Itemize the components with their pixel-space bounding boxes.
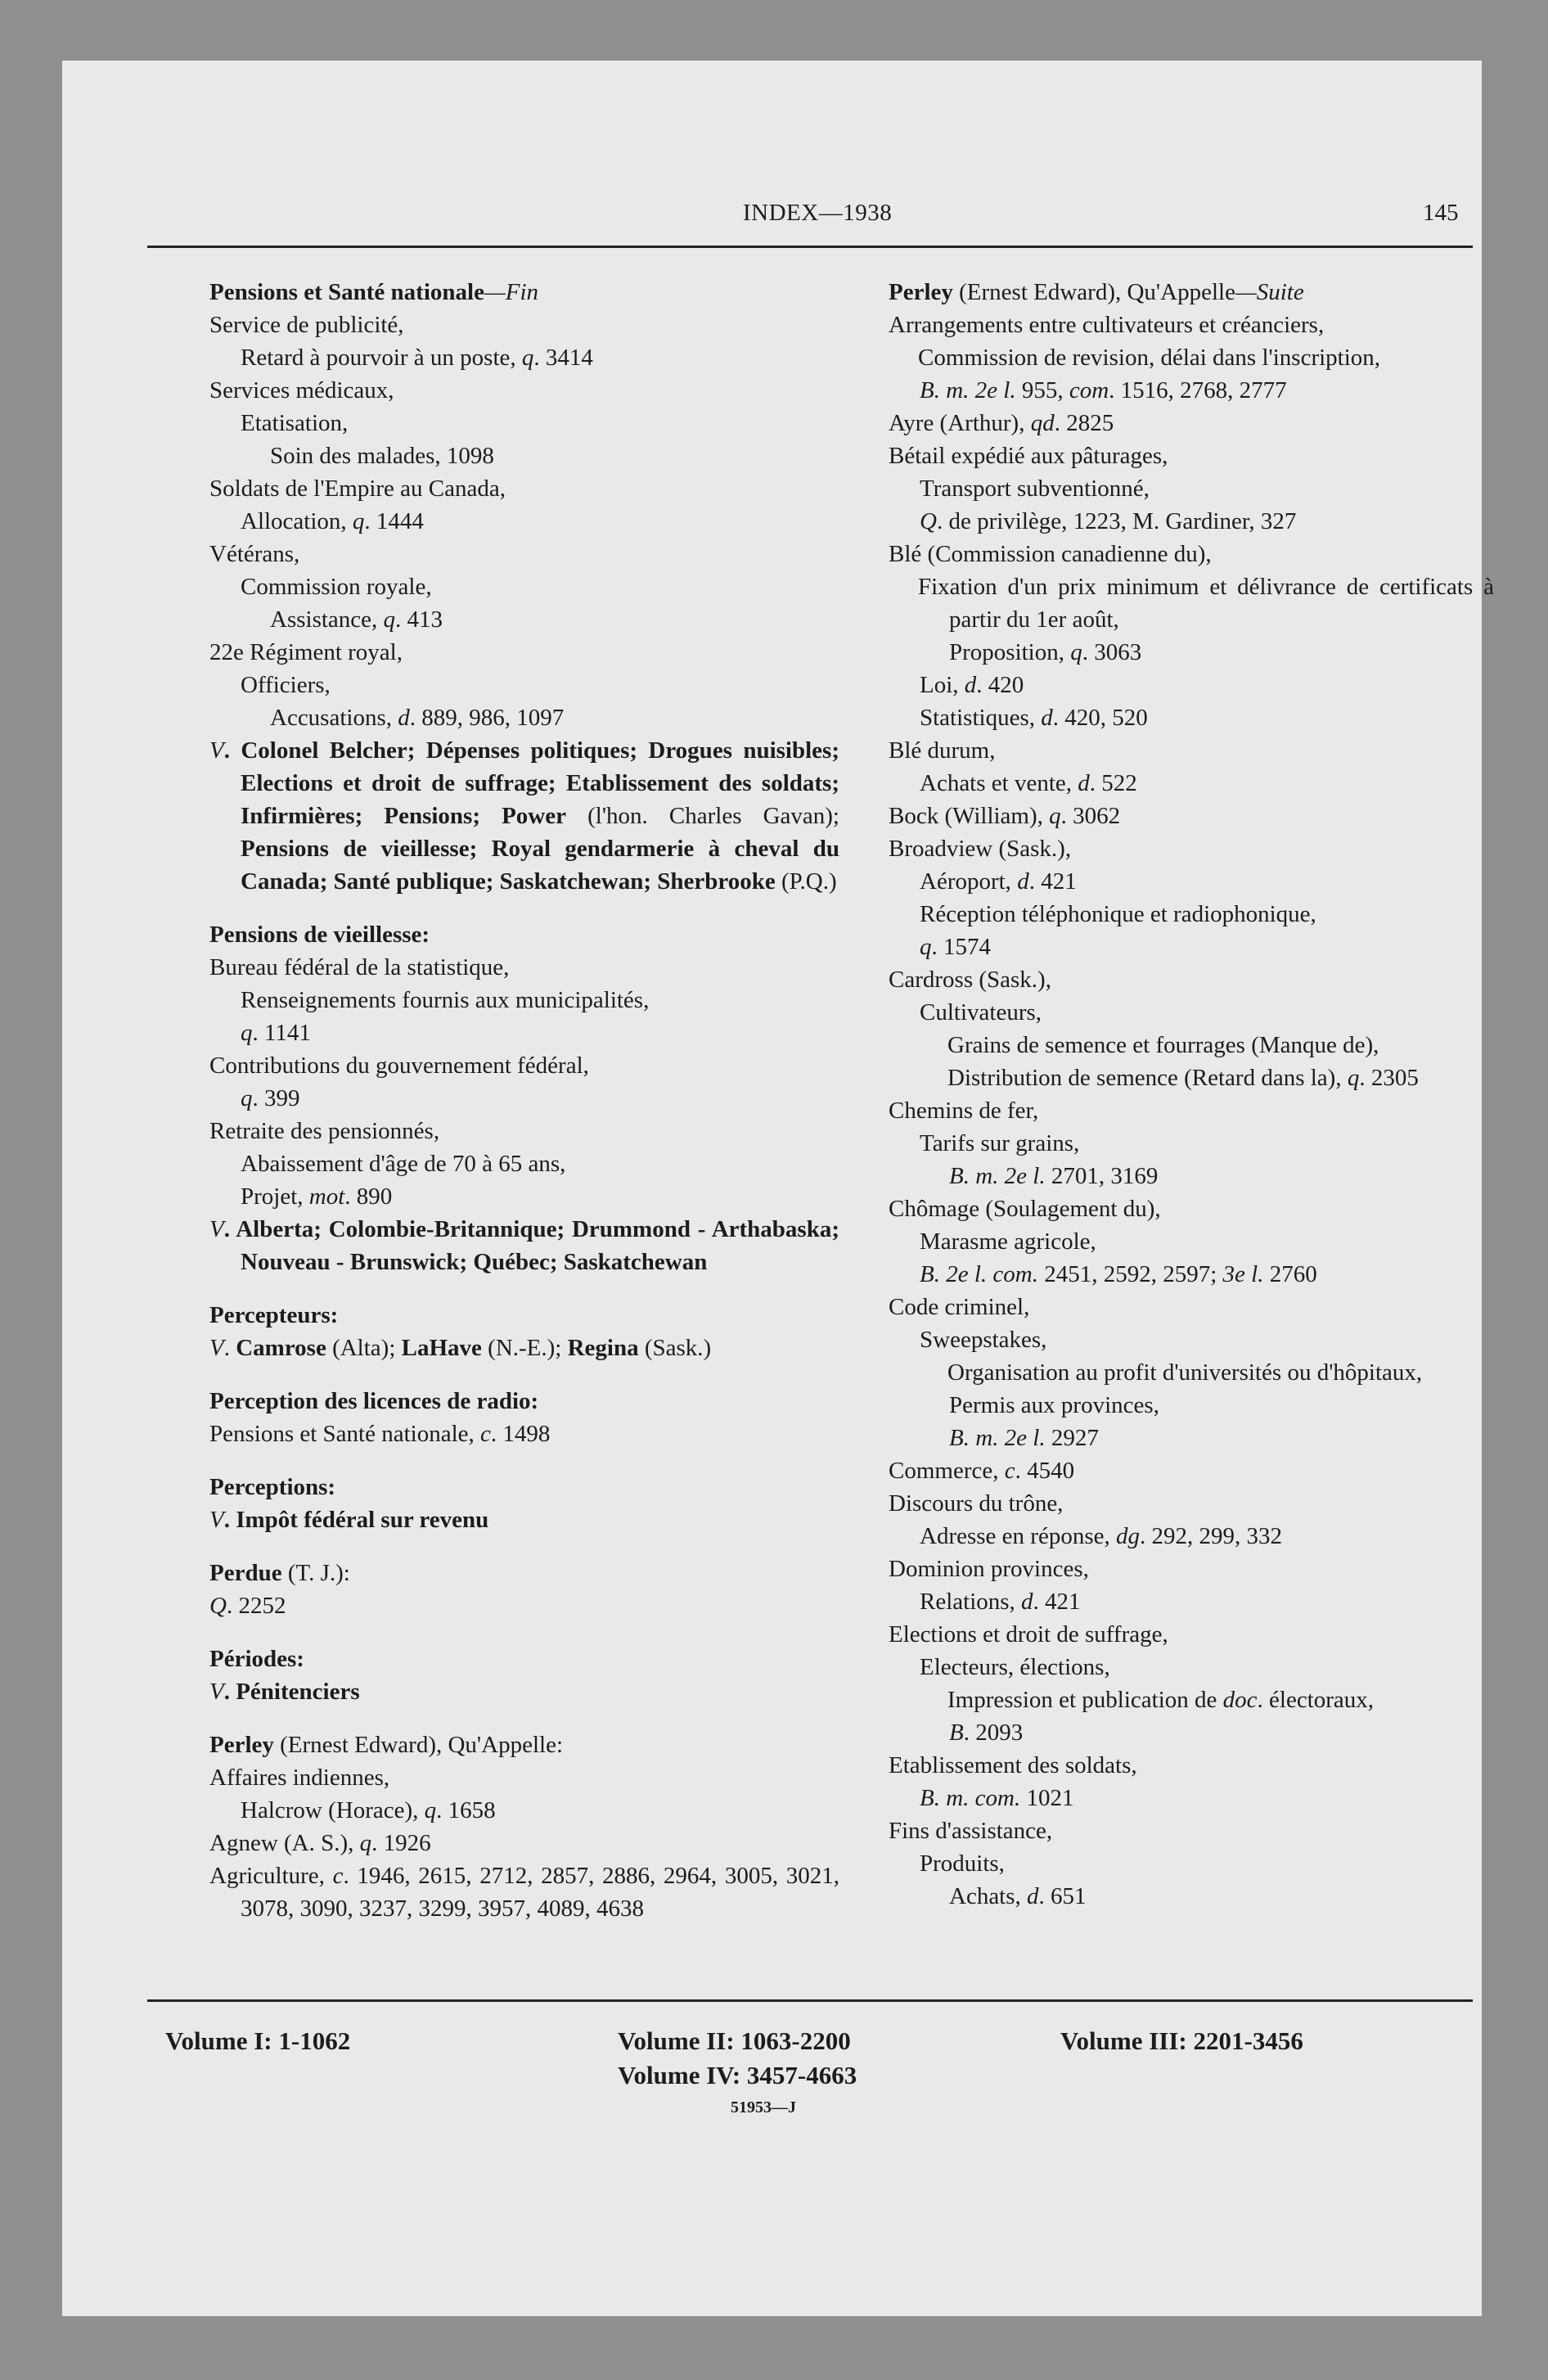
index-subentry: Loi, d. 420 <box>920 672 1024 698</box>
index-entry: Fins d'assistance, <box>889 1818 1053 1844</box>
index-heading: Perdue (T. J.): <box>209 1560 350 1586</box>
index-subentry: Assistance, q. 413 <box>270 606 443 633</box>
running-header-title: INDEX—1938 <box>743 200 893 226</box>
index-entry: Bock (William), q. 3062 <box>889 803 1121 829</box>
index-entry: Elections et droit de suffrage, <box>889 1621 1168 1648</box>
index-subentry: Projet, mot. 890 <box>241 1183 393 1210</box>
index-heading: Perley (Ernest Edward), Qu'Appelle: <box>209 1732 564 1758</box>
index-entry: 22e Régiment royal, <box>209 639 403 665</box>
header-rule <box>147 246 1473 248</box>
index-subentry: B. m. 2e l. 2927 <box>949 1425 1099 1451</box>
index-entry: Vétérans, <box>209 541 300 567</box>
index-subentry: Aéroport, d. 421 <box>920 868 1077 895</box>
see-also-reference: V. Camrose (Alta); LaHave (N.-E.); Regina (Sask.) <box>209 1335 712 1361</box>
index-subentry: Commission royale, <box>241 574 432 600</box>
index-subentry: Accusations, d. 889, 986, 1097 <box>270 705 565 731</box>
index-entry: Soldats de l'Empire au Canada, <box>209 476 506 502</box>
index-entry: Code criminel, <box>889 1294 1030 1320</box>
index-entry: Pensions et Santé nationale, c. 1498 <box>209 1421 551 1447</box>
volume-range-2: Volume II: 1063-2200 <box>618 2026 851 2055</box>
index-subentry: Etatisation, <box>241 410 349 436</box>
index-entry: Ayre (Arthur), qd. 2825 <box>889 410 1114 436</box>
index-subentry: B. m. 2e l. 955, com. 1516, 2768, 2777 <box>920 377 1287 403</box>
index-entry: Dominion provinces, <box>889 1556 1089 1582</box>
index-subentry: q. 1141 <box>241 1020 311 1046</box>
index-entry: Affaires indiennes, <box>209 1765 390 1791</box>
see-also-reference: V. Colonel Belcher; Dépenses politiques; Drogues nuisibles; Elections et droit de suffrage; Etablissement des soldats; Infirmières; Pensions; Power (l'hon. Charles Gavan); Pensions de vieillesse; Royal gendarmerie à cheval du Canada; Santé publique; Saskatchewan; Sherbrooke (P.Q.) <box>209 737 839 895</box>
index-subentry: q. 1574 <box>920 934 991 960</box>
page-number: 145 <box>1423 200 1459 226</box>
index-entry: Discours du trône, <box>889 1490 1064 1517</box>
volume-range-3: Volume III: 2201-3456 <box>1060 2026 1303 2055</box>
index-subentry: Soin des malades, 1098 <box>270 443 494 469</box>
index-subentry: Tarifs sur grains, <box>920 1130 1080 1156</box>
index-heading: Perceptions: <box>209 1474 336 1500</box>
index-subentry: Marasme agricole, <box>920 1228 1096 1255</box>
index-subentry: Permis aux provinces, <box>949 1392 1159 1418</box>
left-column <box>209 276 839 1925</box>
index-entry: Chemins de fer, <box>889 1098 1039 1124</box>
see-also-reference: V. Impôt fédéral sur revenu <box>209 1507 489 1533</box>
index-heading: Perception des licences de radio: <box>209 1388 539 1414</box>
index-entry: Retraite des pensionnés, <box>209 1118 440 1144</box>
index-subentry: Adresse en réponse, dg. 292, 299, 332 <box>920 1523 1282 1549</box>
index-page <box>62 61 1494 2316</box>
index-entry: Cardross (Sask.), <box>889 967 1051 993</box>
index-subentry: Officiers, <box>241 672 331 698</box>
index-entry: Blé (Commission canadienne du), <box>889 541 1212 567</box>
index-entry: Etablissement des soldats, <box>889 1752 1137 1778</box>
index-entry: Blé durum, <box>889 737 996 764</box>
index-entry: Services médicaux, <box>209 377 394 403</box>
index-subentry: Retard à pourvoir à un poste, q. 3414 <box>241 345 593 371</box>
index-entry: Broadview (Sask.), <box>889 836 1072 862</box>
index-entry: Commerce, c. 4540 <box>889 1458 1075 1484</box>
index-entry: Arrangements entre cultivateurs et créanciers, <box>889 312 1325 338</box>
see-also-reference: V. Pénitenciers <box>209 1679 360 1705</box>
index-subentry: Organisation au profit d'universités ou d'hôpitaux, <box>947 1359 1423 1386</box>
index-subentry: Distribution de semence (Retard dans la), q. 2305 <box>947 1065 1419 1091</box>
index-entry: Q. 2252 <box>209 1593 286 1619</box>
index-heading: Périodes: <box>209 1646 304 1672</box>
index-subentry: Achats, d. 651 <box>949 1883 1087 1909</box>
index-subentry: Q. de privilège, 1223, M. Gardiner, 327 <box>920 508 1297 534</box>
index-heading: Percepteurs: <box>209 1302 339 1328</box>
index-subentry: q. 399 <box>241 1085 300 1111</box>
index-subentry: B. m. 2e l. 2701, 3169 <box>949 1163 1159 1189</box>
index-subentry: B. 2e l. com. 2451, 2592, 2597; 3e l. 2760 <box>920 1261 1317 1287</box>
index-subentry: Halcrow (Horace), q. 1658 <box>241 1797 496 1823</box>
index-entry: Bureau fédéral de la statistique, <box>209 954 510 980</box>
index-heading: Pensions et Santé nationale—Fin <box>209 279 538 305</box>
see-also-reference: V. Alberta; Colombie-Britannique; Drummond - Arthabaska; Nouveau - Brunswick; Québec; Saskatchewan <box>209 1216 839 1275</box>
index-subentry: B. 2093 <box>949 1720 1024 1746</box>
index-heading: Perley (Ernest Edward), Qu'Appelle—Suite <box>889 279 1304 305</box>
index-entry: Bétail expédié aux pâturages, <box>889 443 1168 469</box>
index-subentry: Produits, <box>920 1850 1005 1877</box>
index-subentry: Réception téléphonique et radiophonique, <box>920 901 1316 927</box>
index-entry: Contributions du gouvernement fédéral, <box>209 1053 589 1079</box>
index-subentry: Achats et vente, d. 522 <box>920 770 1137 796</box>
volume-range-1: Volume I: 1-1062 <box>165 2026 351 2055</box>
index-entry: Chômage (Soulagement du), <box>889 1196 1161 1222</box>
footer-rule <box>147 1999 1473 2002</box>
index-subentry: B. m. com. 1021 <box>920 1785 1074 1811</box>
index-subentry: Proposition, q. 3063 <box>949 639 1142 665</box>
index-heading: Pensions de vieillesse: <box>209 922 430 948</box>
volume-range-4: Volume IV: 3457-4663 <box>618 2061 857 2089</box>
right-column <box>889 276 1494 1913</box>
index-subentry: Cultivateurs, <box>920 999 1042 1025</box>
index-entry: Service de publicité, <box>209 312 404 338</box>
index-subentry: Transport subventionné, <box>920 476 1150 502</box>
index-subentry: Abaissement d'âge de 70 à 65 ans, <box>241 1151 566 1177</box>
index-subentry: Commission de revision, délai dans l'inscription, <box>918 345 1381 371</box>
index-subentry: Relations, d. 421 <box>920 1589 1081 1615</box>
index-entry: Agriculture, c. 1946, 2615, 2712, 2857, 2886, 2964, 3005, 3021, 3078, 3090, 3237, 3299, 3957, 4089, 4638 <box>209 1863 840 1922</box>
index-subentry: Impression et publication de doc. électoraux, <box>947 1687 1375 1713</box>
index-subentry: Grains de semence et fourrages (Manque de), <box>947 1032 1379 1058</box>
index-subentry: Renseignements fournis aux municipalités, <box>241 987 650 1013</box>
index-subentry: Electeurs, élections, <box>920 1654 1110 1680</box>
index-subentry: Fixation d'un prix minimum et délivrance de certificats à partir du 1er août, <box>918 574 1494 633</box>
index-subentry: Sweepstakes, <box>920 1327 1047 1353</box>
index-entry: Agnew (A. S.), q. 1926 <box>209 1830 431 1856</box>
index-subentry: Statistiques, d. 420, 520 <box>920 705 1148 731</box>
index-subentry: Allocation, q. 1444 <box>241 508 424 534</box>
printer-code: 51953—J <box>731 2098 796 2116</box>
